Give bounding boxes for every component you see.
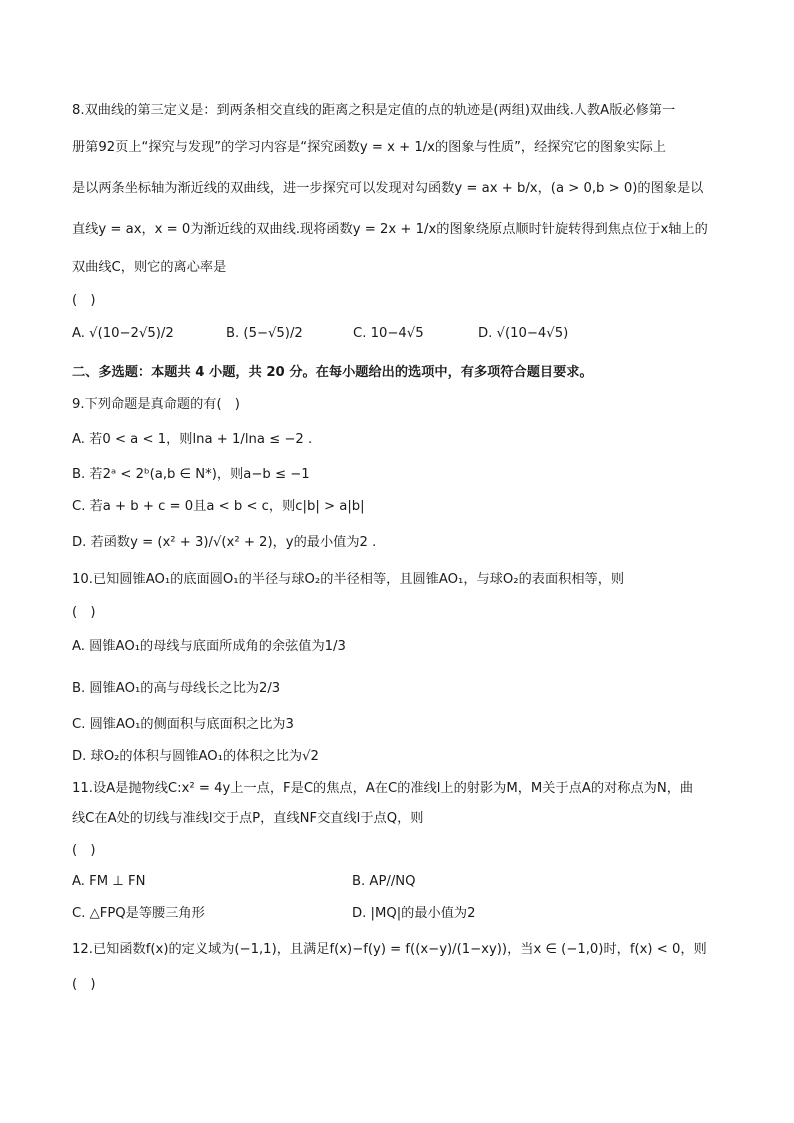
q12-paren: ( )	[72, 977, 96, 992]
q9-option-d: D. 若函数y = (x² + 3)/√(x² + 2)，y的最小值为2 .	[72, 535, 377, 550]
section-heading-multi-choice: 二、多选题：本题共 4 小题，共 20 分。在每小题给出的选项中，有多项符合题目要求。	[72, 365, 593, 380]
q9-stem: 9.下列命题是真命题的有( )	[72, 397, 240, 412]
q11-option-a: A. FM ⊥ FN	[72, 874, 146, 889]
q8-line-2: 册第92页上“探究与发现”的学习内容是“探究函数y = x + 1/x的图象与性质”，经探究它的图象实际上	[72, 140, 666, 155]
q10-option-d: D. 球O₂的体积与圆锥AO₁的体积之比为√2	[72, 749, 319, 764]
q11-line-1: 11.设A是抛物线C:x² = 4y上一点，F是C的焦点，A在C的准线l上的射影为M，M关于点A的对称点为N，曲	[72, 781, 694, 796]
q10-stem: 10.已知圆锥AO₁的底面圆O₁的半径与球O₂的半径相等，且圆锥AO₁，与球O₂的表面积相等，则	[72, 572, 625, 587]
q11-line-2: 线C在A处的切线与准线l交于点P，直线NF交直线l于点Q，则	[72, 811, 424, 826]
q10-option-b: B. 圆锥AO₁的高与母线长之比为2/3	[72, 681, 281, 696]
q9-option-a: A. 若0 < a < 1，则lna + 1/lna ≤ −2 .	[72, 432, 313, 447]
q8-option-a: A. √(10−2√5)/2	[72, 326, 174, 341]
q10-option-c: C. 圆锥AO₁的侧面积与底面积之比为3	[72, 717, 294, 732]
q8-line-3: 是以两条坐标轴为渐近线的双曲线，进一步探究可以发现对勾函数y = ax + b/x，(a > 0,b > 0)的图象是以	[72, 181, 704, 196]
q8-option-c: C. 10−4√5	[353, 326, 424, 341]
q9-option-b: B. 若2ᵃ < 2ᵇ(a,b ∈ N*)，则a−b ≤ −1	[72, 467, 310, 482]
q11-option-d: D. |MQ|的最小值为2	[352, 906, 476, 921]
q9-option-c: C. 若a + b + c = 0且a < b < c，则c|b| > a|b|	[72, 499, 365, 514]
q10-option-a: A. 圆锥AO₁的母线与底面所成角的余弦值为1/3	[72, 639, 346, 654]
q11-option-c: C. △FPQ是等腰三角形	[72, 906, 205, 921]
q11-paren: ( )	[72, 843, 96, 858]
q8-paren: ( )	[72, 293, 96, 308]
q8-option-b: B. (5−√5)/2	[226, 326, 303, 341]
q8-line-4: 直线y = ax，x = 0为渐近线的双曲线.现将函数y = 2x + 1/x的图象绕原点顺时针旋转得到焦点位于x轴上的	[72, 222, 708, 237]
q11-option-b: B. AP//NQ	[352, 874, 416, 889]
q12-stem: 12.已知函数f(x)的定义域为(−1,1)，且满足f(x)−f(y) = f((x−y)/(1−xy))，当x ∈ (−1,0)时，f(x) < 0，则	[72, 942, 707, 957]
q8-line-1: 8.双曲线的第三定义是：到两条相交直线的距离之积是定值的点的轨迹是(两组)双曲线.人教A版必修第一	[72, 103, 676, 118]
q8-option-d: D. √(10−4√5)	[478, 326, 569, 341]
q8-line-5: 双曲线C，则它的离心率是	[72, 260, 227, 275]
q10-paren: ( )	[72, 605, 96, 620]
